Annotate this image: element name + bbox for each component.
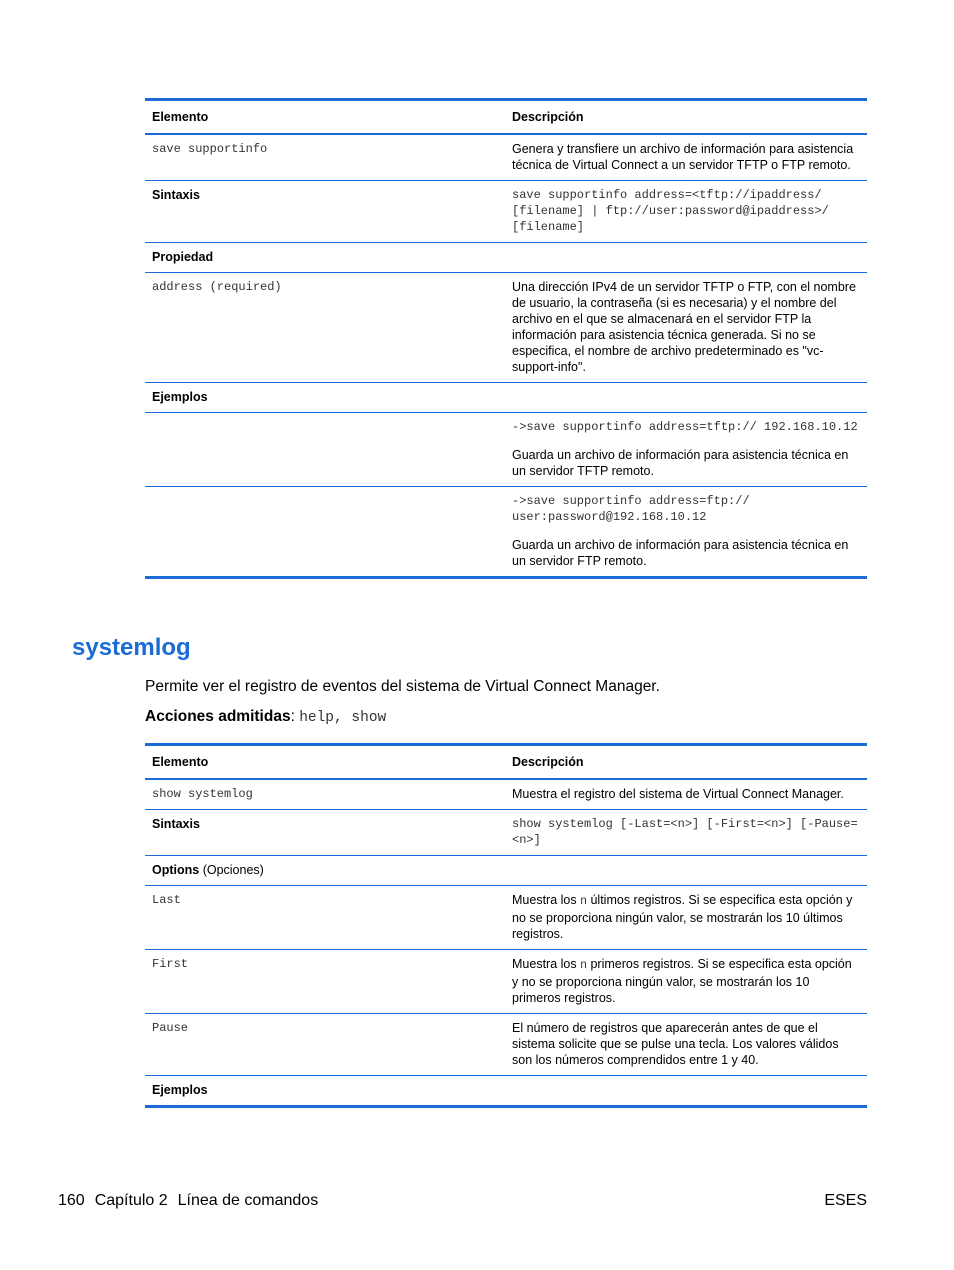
option-desc-pre: Muestra los [512, 893, 581, 907]
table-row [145, 1014, 867, 1076]
table-row [145, 273, 867, 383]
option-name: Pause [145, 1014, 505, 1076]
column-header-description: Descripción [505, 100, 867, 135]
command-name: show systemlog [152, 787, 253, 801]
options-label [145, 856, 505, 886]
supportinfo-table [145, 98, 867, 579]
example-description: Guarda un archivo de información para asistencia técnica en un servidor TFTP remoto. [512, 448, 849, 478]
footer-locale: ESES [824, 1192, 867, 1209]
table-row [145, 950, 867, 1014]
table-row [145, 243, 867, 273]
empty-cell [505, 243, 867, 273]
empty-cell [145, 487, 505, 578]
chapter-title: Línea de comandos [177, 1192, 319, 1209]
option-desc-pre: Muestra los [512, 957, 581, 971]
table-row [145, 383, 867, 413]
example-description: Guarda un archivo de información para asistencia técnica en un servidor FTP remoto. [512, 538, 849, 568]
empty-cell [505, 856, 867, 886]
option-desc-post: últimos registros. Si se especifica esta opción y no se proporciona ningún valor, se mostrarán los 10 últimos registros. [512, 893, 853, 941]
table-row [145, 413, 867, 487]
table-row [145, 856, 867, 886]
property-name: address (required) [145, 273, 505, 383]
command-name: save supportinfo [152, 142, 268, 156]
command-description: Muestra el registro del sistema de Virtual Connect Manager. [512, 787, 844, 801]
table-row [145, 181, 867, 243]
table-header-row [145, 100, 867, 135]
table-row [145, 886, 867, 950]
syntax-label: Sintaxis [145, 181, 505, 243]
option-name: First [145, 950, 505, 1014]
table-row [145, 779, 867, 810]
column-header-element: Elemento [145, 745, 505, 780]
syntax-label: Sintaxis [145, 810, 505, 856]
option-desc-code: n [580, 959, 587, 972]
option-description [505, 950, 867, 1014]
page-number: 160 [58, 1192, 85, 1209]
option-name: Last [145, 886, 505, 950]
options-label-bold: Options [152, 863, 200, 877]
actions-separator: : [290, 708, 295, 725]
option-desc-post: primeros registros. Si se especifica esta opción y no se proporciona ningún valor, se mostrarán los 10 primeros registros. [512, 957, 852, 1005]
supported-actions [145, 708, 386, 726]
examples-label: Ejemplos [145, 383, 505, 413]
section-intro: Permite ver el registro de eventos del sistema de Virtual Connect Manager. [145, 678, 660, 695]
example-code: ->save supportinfo address=tftp:// 192.168.10.12 [512, 420, 858, 434]
table-row [145, 134, 867, 181]
example-cell [505, 487, 867, 578]
table-row [145, 1076, 867, 1107]
chapter-number: Capítulo 2 [94, 1192, 168, 1209]
example-cell [505, 413, 867, 487]
actions-value: help, show [299, 710, 387, 726]
option-desc-code: n [580, 895, 587, 908]
property-label: Propiedad [145, 243, 505, 273]
command-description: Genera y transfiere un archivo de información para asistencia técnica de Virtual Connect a un servidor TFTP o FTP remoto. [512, 142, 854, 172]
column-header-element: Elemento [145, 100, 505, 135]
empty-cell [505, 1076, 867, 1107]
page-footer [58, 1192, 328, 1210]
table-header-row [145, 745, 867, 780]
empty-cell [505, 383, 867, 413]
empty-cell [145, 413, 505, 487]
options-label-rest: (Opciones) [199, 863, 264, 877]
property-description: Una dirección IPv4 de un servidor TFTP o FTP, con el nombre de usuario, la contraseña (si es necesaria) y el nombre del archivo en el que se almacenará en el servidor FTP la información para asistencia técnica generada. Si no se especifica, el nombre de archivo predeterminado es "vc-support-info". [505, 273, 867, 383]
syntax-value: show systemlog [-Last=<n>] [-First=<n>] [-Pause=<n>] [505, 810, 867, 856]
systemlog-table [145, 743, 867, 1108]
table-row [145, 810, 867, 856]
example-code: ->save supportinfo address=ftp:// user:password@192.168.10.12 [512, 494, 750, 524]
table-row [145, 487, 867, 578]
option-description: El número de registros que aparecerán antes de que el sistema solicite que se pulse una tecla. Los valores válidos son los números comprendidos entre 1 y 40. [505, 1014, 867, 1076]
column-header-description: Descripción [505, 745, 867, 780]
syntax-value: save supportinfo address=<tftp://ipaddress/ [filename] | ftp://user:password@ipaddress>/ [filename] [505, 181, 867, 243]
section-title: systemlog [72, 634, 191, 661]
option-description [505, 886, 867, 950]
actions-label: Acciones admitidas [145, 708, 291, 725]
examples-label: Ejemplos [145, 1076, 505, 1107]
